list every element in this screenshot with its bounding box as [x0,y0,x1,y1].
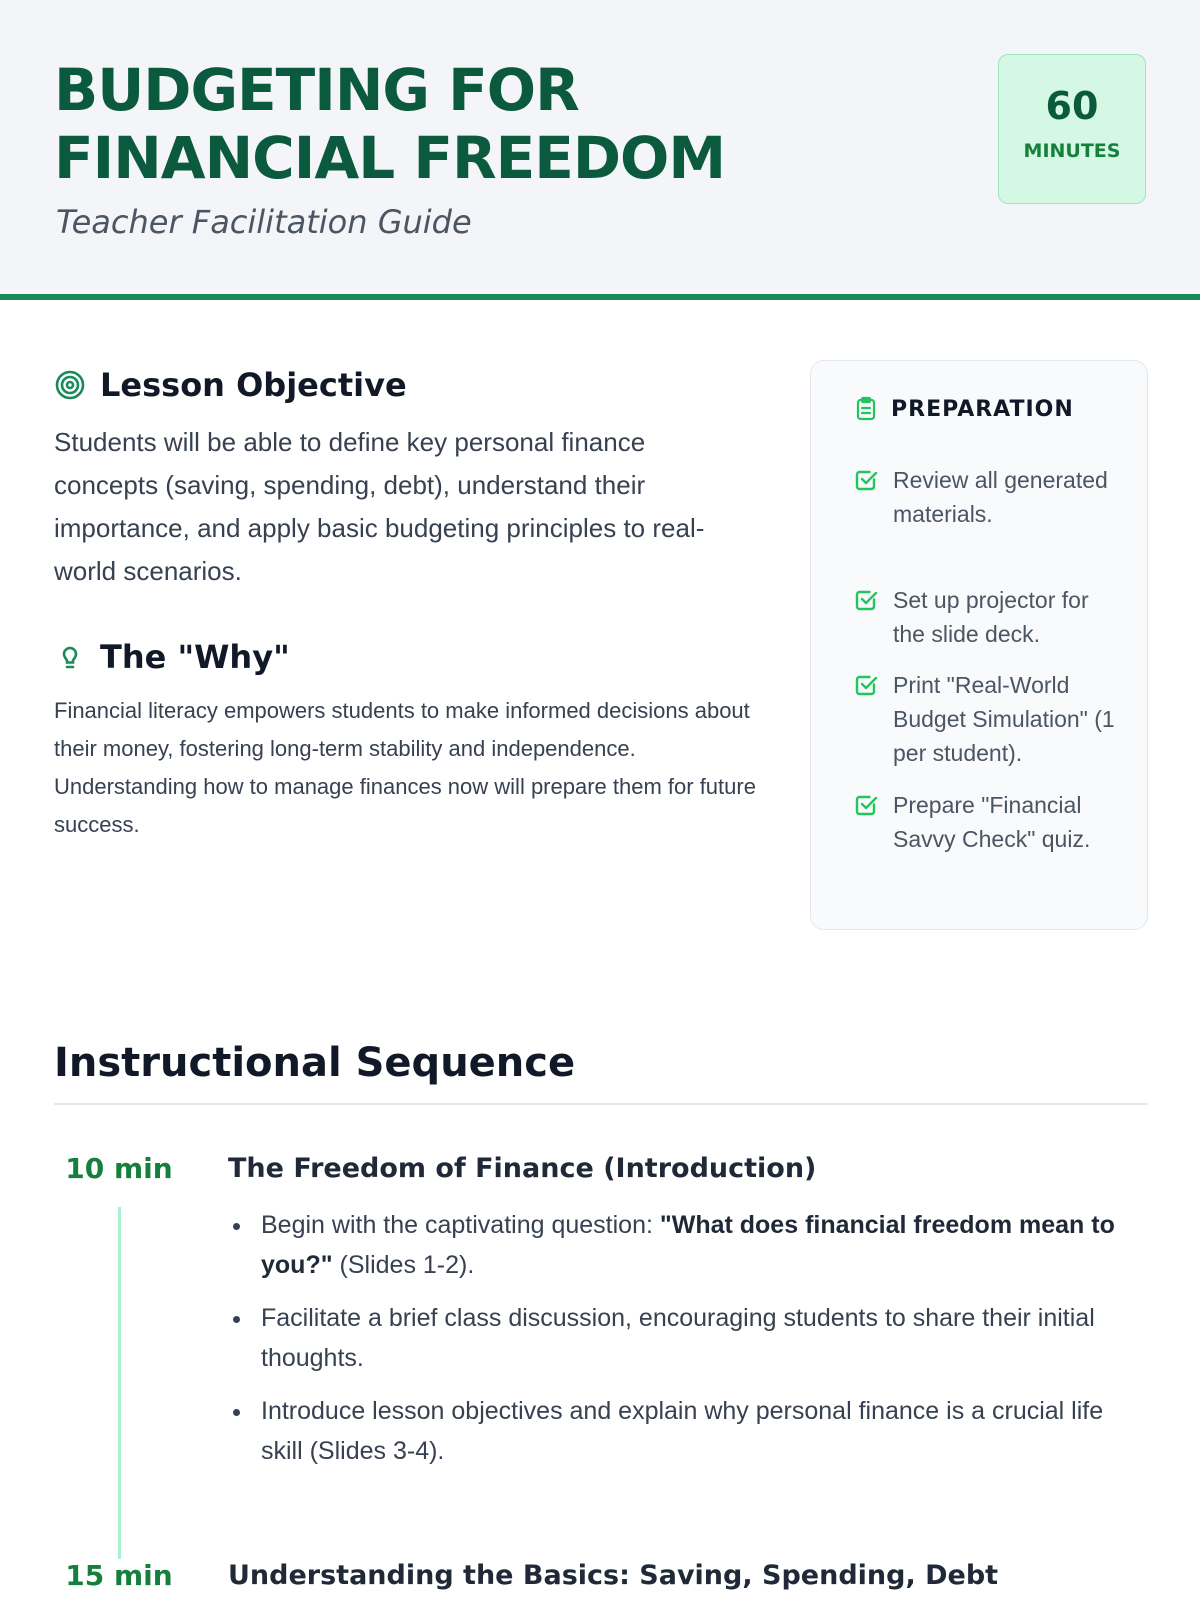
step-title: The Freedom of Finance (Introduction) [228,1153,817,1184]
check-square-icon [853,792,879,818]
preparation-card [810,360,1148,930]
check-square-icon [853,467,879,493]
page-header [0,0,1200,300]
preparation-title: PREPARATION [891,396,1074,422]
why-text: Financial literacy empowers students to make informed decisions about their money, fostering long-term stability and independence. Understanding how to manage finances now will prepare them for future success. [54,698,756,837]
divider [54,1103,1148,1105]
check-square-icon [853,672,879,698]
step-bullet-list [228,1205,1148,1484]
objective-title: Lesson Objective [100,366,407,404]
objective-text: Students will be able to define key personal finance concepts (saving, spending, debt), understand their importance, and apply basic budgeting principles to real-world scenarios. [54,427,705,586]
lightbulb-icon [54,641,86,673]
step-bullet: Facilitate a brief class discussion, encouraging students to share their initial thoughts. [228,1298,1148,1378]
check-square-icon [853,587,879,613]
timeline-line [118,1207,121,1559]
preparation-item: Prepare "Financial Savvy Check" quiz. [853,788,1123,856]
preparation-item: Review all generated materials. [853,463,1123,531]
duration-value: 60 [1045,84,1099,128]
why-title: The "Why" [100,638,290,676]
sequence-heading: Instructional Sequence [54,1040,576,1086]
why-heading [54,638,290,676]
step-time: 15 min [65,1559,173,1592]
step-title: Understanding the Basics: Saving, Spending, Debt [228,1560,999,1591]
clipboard-icon [853,396,879,422]
preparation-item: Print "Real-World Budget Simulation" (1 per student). [853,668,1123,770]
step-time: 10 min [65,1152,173,1185]
duration-badge [998,54,1146,204]
step-bullet: Introduce lesson objectives and explain why personal finance is a crucial life skill (Slides 3-4). [228,1391,1148,1471]
step-bullet: Begin with the captivating question: "What does financial freedom mean to you?" (Slides 1-2). [228,1205,1148,1285]
objective-heading [54,366,407,404]
preparation-item: Set up projector for the slide deck. [853,583,1123,651]
page-title: BUDGETING FOR FINANCIAL FREEDOM [54,56,726,192]
target-icon [54,369,86,401]
preparation-heading [853,396,1074,422]
page-subtitle: Teacher Facilitation Guide [56,203,472,241]
duration-unit: MINUTES [1023,140,1121,162]
